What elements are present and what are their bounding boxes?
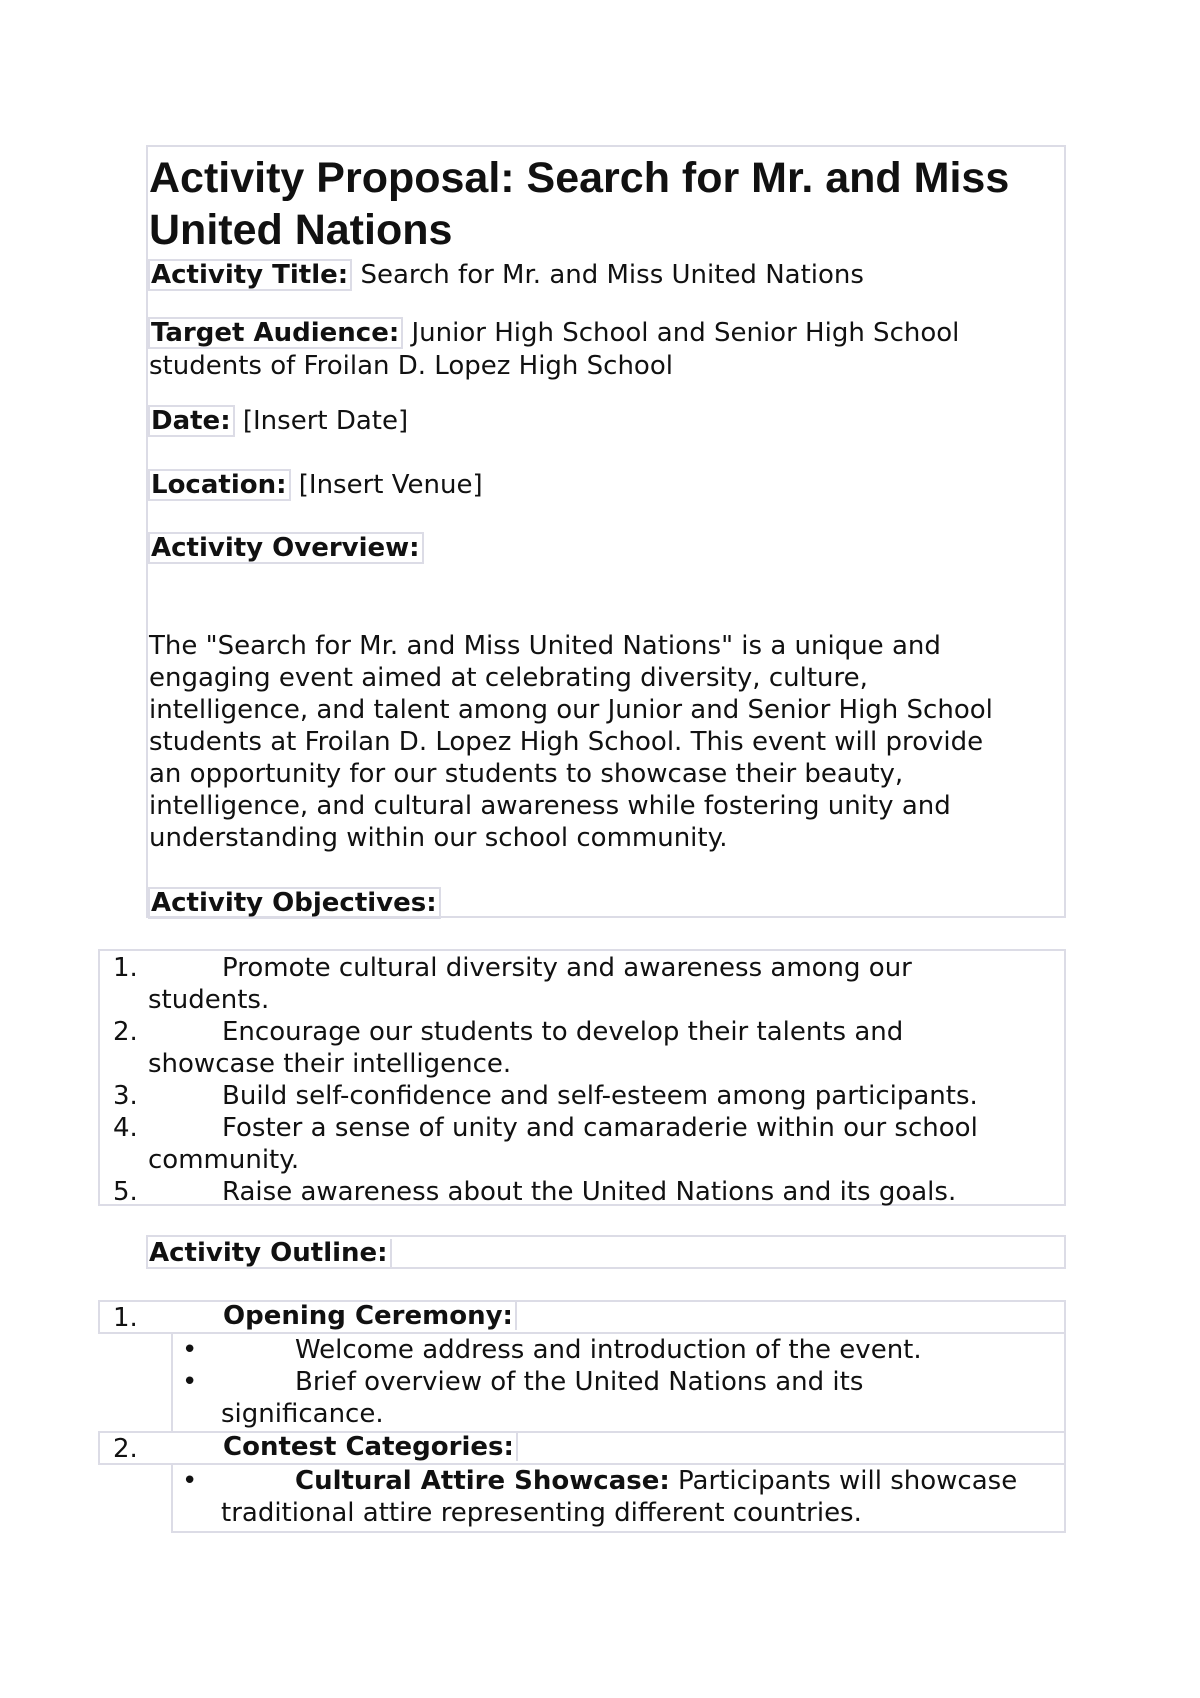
bullet-text [295,1465,1017,1497]
list-item-number: 3. [113,1081,138,1111]
outline-section-title: Contest Categories: [222,1433,518,1461]
title-line-2: United Nations [149,206,453,254]
outline-heading-box [146,1235,1066,1269]
target-audience-value-line1: Junior High School and Senior High School [411,318,960,348]
list-item-text: Raise awareness about the United Nations and its goals. [222,1177,957,1207]
overview-line: intelligence, and cultural awareness while fostering unity and [149,791,951,821]
overview-line: understanding within our school community. [149,823,728,853]
list-item-text: Foster a sense of unity and camaraderie within our school [222,1113,978,1143]
overview-line: The "Search for Mr. and Miss United Nations" is a unique and [149,631,941,661]
outline-section-1 [98,1300,1066,1334]
date-label: Date: [148,405,235,437]
overview-paragraph [149,630,1067,854]
bullet-bold-label: Cultural Attire Showcase: [295,1466,670,1496]
outline-section-title: Opening Ceremony: [222,1302,517,1330]
bullet-icon: • [182,1466,198,1496]
bullet-icon: • [182,1367,198,1397]
bullet-text-cont: significance. [221,1399,384,1429]
overview-heading-row [148,532,424,564]
list-item-text: Encourage our students to develop their talents and [222,1017,904,1047]
location-value: [Insert Venue] [298,470,483,500]
bullet-text: Welcome address and introduction of the event. [295,1335,922,1365]
objectives-heading: Activity Objectives: [148,887,441,919]
objectives-list [98,949,1066,1206]
overview-line: an opportunity for our students to showcase their beauty, [149,759,904,789]
objectives-heading-row [148,887,441,919]
bullet-icon: • [182,1335,198,1365]
overview-heading: Activity Overview: [148,532,424,564]
bullet-text-main: Participants will showcase [678,1466,1018,1496]
outline-heading: Activity Outline: [148,1239,392,1267]
list-item-number: 4. [113,1113,138,1143]
outline-section-2-bullets [171,1463,1066,1533]
document-title [148,152,1064,256]
proposal-main-section [146,145,1066,918]
bullet-text-cont: traditional attire representing different countries. [221,1498,862,1528]
target-audience-field [148,317,959,349]
list-item-number: 2. [113,1017,138,1047]
outline-section-number: 2. [113,1434,138,1464]
outline-section-2 [98,1431,1066,1465]
outline-section-number: 1. [113,1303,138,1333]
outline-heading-row [148,1237,392,1269]
bullet-text: Brief overview of the United Nations and its [295,1367,864,1397]
overview-line: intelligence, and talent among our Junior and Senior High School [149,695,993,725]
location-label: Location: [148,469,291,501]
overview-line: engaging event aimed at celebrating diversity, culture, [149,663,868,693]
list-item-text-cont: students. [148,985,270,1015]
target-audience-label: Target Audience: [148,317,403,349]
list-item-text-cont: showcase their intelligence. [148,1049,512,1079]
list-item-number: 1. [113,953,138,983]
date-value: [Insert Date] [242,406,409,436]
list-item-text: Promote cultural diversity and awareness among our [222,953,912,983]
location-field [148,469,483,501]
list-item-text: Build self-confidence and self-esteem among participants. [222,1081,978,1111]
outline-section-1-bullets [171,1332,1066,1433]
activity-title-label: Activity Title: [148,259,352,291]
activity-title-field [148,259,864,291]
list-item-number: 5. [113,1177,138,1207]
date-field [148,405,408,437]
title-line-1: Activity Proposal: Search for Mr. and Miss [149,154,1010,202]
overview-line: students at Froilan D. Lopez High School. This event will provide [149,727,984,757]
target-audience-value-line2: students of Froilan D. Lopez High School [149,351,673,381]
activity-title-value: Search for Mr. and Miss United Nations [360,260,864,290]
list-item-text-cont: community. [148,1145,300,1175]
